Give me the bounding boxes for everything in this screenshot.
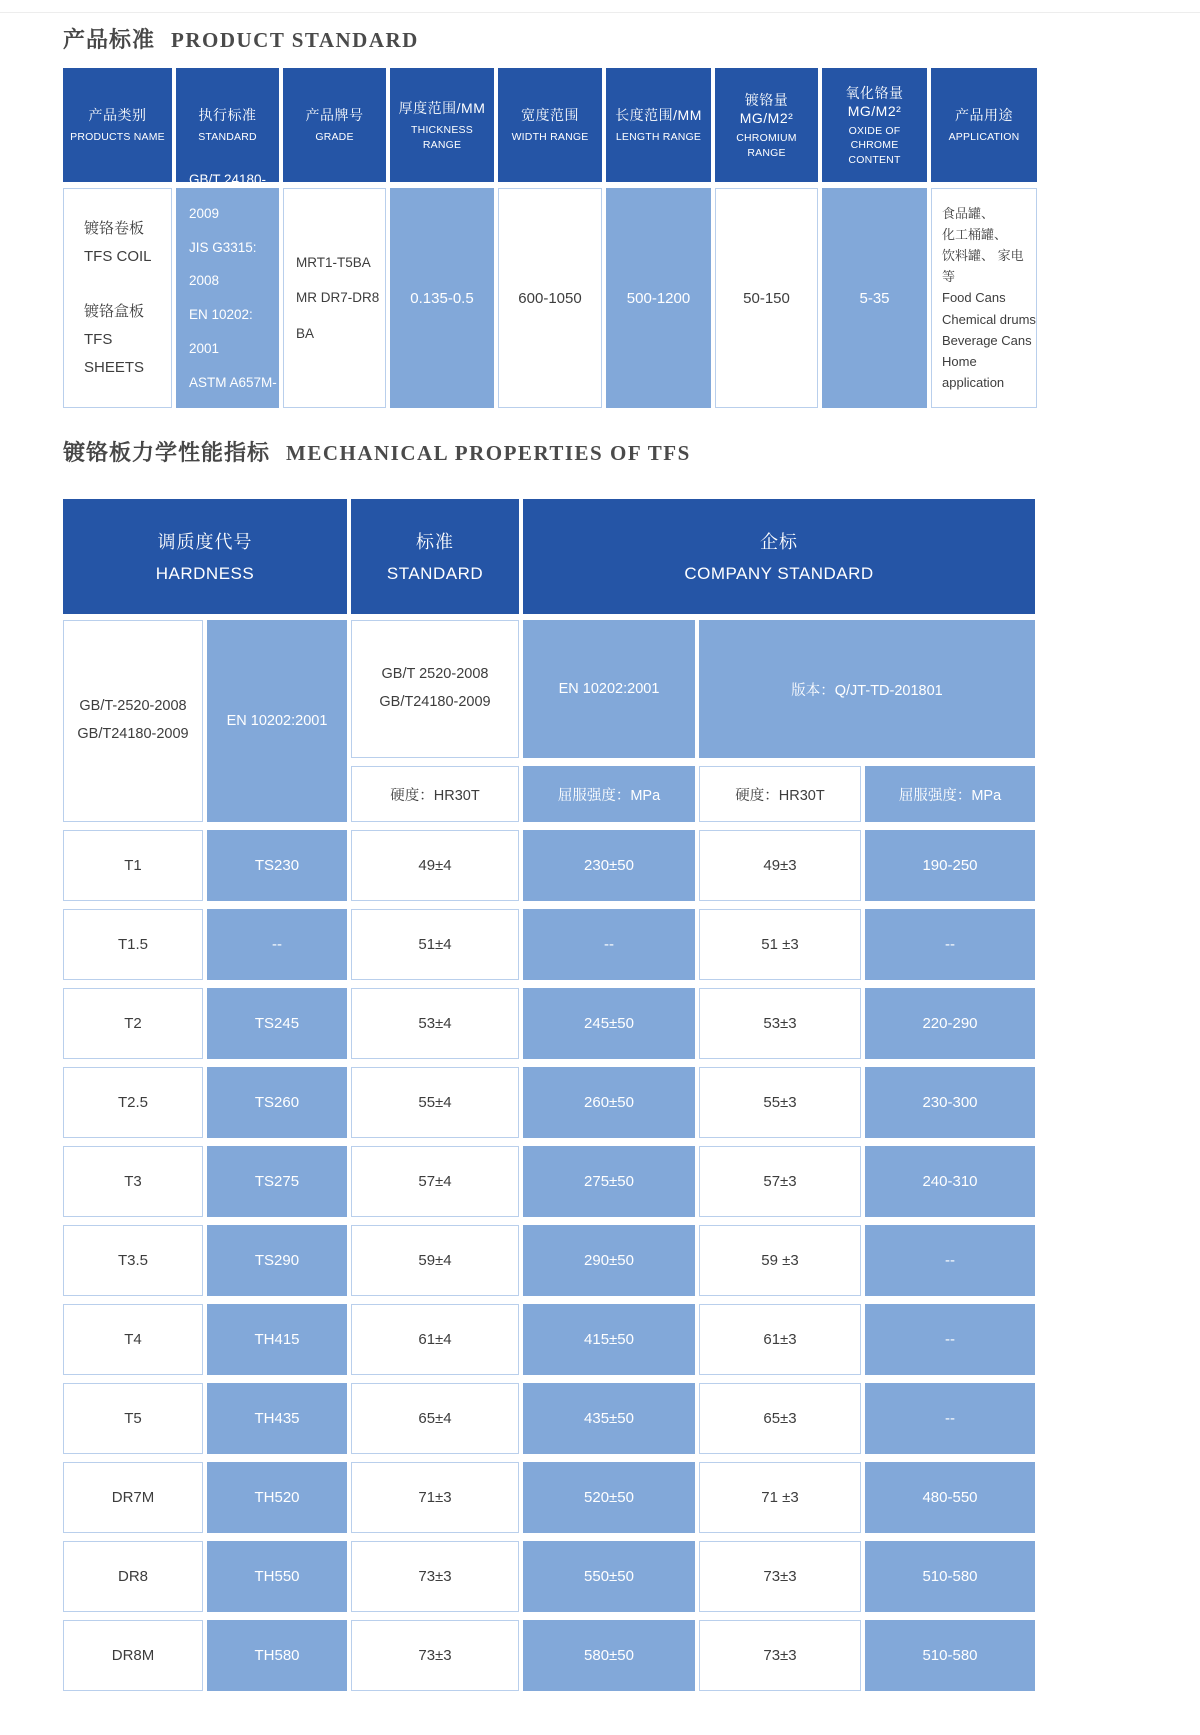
table-cell: 65±3 [699, 1383, 861, 1454]
table-cell: 190-250 [865, 830, 1035, 901]
table-cell: 520±50 [523, 1462, 695, 1533]
header-zh: 氧化铬量MG/M2² [845, 85, 904, 120]
header-zh: 企标 [760, 531, 798, 552]
header-en: APPLICATION [948, 131, 1020, 144]
text-line: ASTM A657M-03 [189, 374, 277, 424]
table-row [63, 1146, 1035, 1217]
header-cell-products-name [63, 68, 172, 182]
table-cell: T5 [63, 1383, 203, 1454]
table-cell: TS275 [207, 1146, 347, 1217]
table-cell: 53±4 [351, 988, 519, 1059]
table-cell: 55±3 [699, 1067, 861, 1138]
mech-table-rows [63, 830, 1035, 1691]
table-cell: 260±50 [523, 1067, 695, 1138]
header-zh: 执行标准 [198, 107, 257, 124]
section-title-en: MECHANICAL PROPERTIES OF TFS [286, 441, 691, 465]
table-cell: 220-290 [865, 988, 1035, 1059]
text-line: Food Cans [942, 290, 1006, 306]
table-cell: 51±4 [351, 909, 519, 980]
text-line: MRT1-T5BA [296, 255, 371, 271]
section-title-zh: 镀铬板力学性能指标 [63, 440, 271, 465]
table-row [63, 909, 1035, 980]
text-line: GB/T-2520-2008 [79, 698, 187, 715]
text-line: 化工桶罐、 [942, 227, 1008, 243]
group-header-hardness [63, 499, 347, 614]
header-en: GRADE [315, 131, 354, 144]
text-line: TFS SHEETS [84, 330, 145, 376]
header-zh: 镀铬量MG/M2² [739, 92, 794, 127]
table-cell: 51 ±3 [699, 909, 861, 980]
table-cell: 53±3 [699, 988, 861, 1059]
table-row [63, 1383, 1035, 1454]
table-cell: T4 [63, 1304, 203, 1375]
subheader-yield-label-en: 屈服强度：MPa [523, 766, 695, 822]
header-en: PRODUCTS NAME [70, 131, 165, 144]
table-cell: TS290 [207, 1225, 347, 1296]
header-zh: 长度范围/MM [615, 107, 702, 124]
table-cell: 57±3 [699, 1146, 861, 1217]
header-en: STANDARD [386, 563, 484, 583]
cell-grade [283, 188, 386, 408]
header-en: LENGTH RANGE [615, 131, 702, 144]
cell-oxide-of-chrome: 5-35 [822, 188, 927, 408]
subheader-yield-label-company: 屈服强度：MPa [865, 766, 1035, 822]
table-cell: T3 [63, 1146, 203, 1217]
table-cell: -- [865, 909, 1035, 980]
header-cell-width-range [498, 68, 602, 182]
header-zh: 产品牌号 [305, 107, 364, 124]
cell-length-range: 500-1200 [606, 188, 711, 408]
header-cell-length-range [606, 68, 711, 182]
section-title-mechanical-properties [63, 436, 1100, 467]
table-cell: TS230 [207, 830, 347, 901]
table-cell: 57±4 [351, 1146, 519, 1217]
table-cell: TH435 [207, 1383, 347, 1454]
header-en: HARDNESS [155, 563, 255, 583]
table-cell: 73±3 [351, 1541, 519, 1612]
table-cell: 230±50 [523, 830, 695, 901]
table-cell: 59 ±3 [699, 1225, 861, 1296]
table-cell: TH415 [207, 1304, 347, 1375]
section-title-zh: 产品标准 [63, 27, 156, 52]
page-content [0, 23, 1100, 1691]
header-zh: 宽度范围 [521, 107, 579, 124]
cell-products-name [63, 188, 172, 408]
table-cell: 65±4 [351, 1383, 519, 1454]
top-divider [0, 12, 1200, 13]
header-en: STANDARD [198, 131, 257, 144]
cell-thickness-range: 0.135-0.5 [390, 188, 494, 408]
table-cell: 240-310 [865, 1146, 1035, 1217]
table-cell: T2 [63, 988, 203, 1059]
text-line: Beverage Cans [942, 332, 1032, 348]
text-line: EN 10202: 2001 [189, 307, 253, 356]
table-cell: 480-550 [865, 1462, 1035, 1533]
table-cell: T2.5 [63, 1067, 203, 1138]
table-cell: 510-580 [865, 1620, 1035, 1691]
product-standard-table [63, 68, 1037, 424]
table-row [63, 988, 1035, 1059]
text-line [84, 270, 171, 298]
table-cell: 275±50 [523, 1146, 695, 1217]
header-en: OXIDE OF CHROME CONTENT [848, 125, 901, 166]
table-cell: 49±3 [699, 830, 861, 901]
subheader-standard-en: EN 10202:2001 [523, 620, 695, 758]
table-cell: T3.5 [63, 1225, 203, 1296]
header-en: COMPANY STANDARD [684, 563, 874, 583]
table-cell: 230-300 [865, 1067, 1035, 1138]
section-title-en: PRODUCT STANDARD [171, 28, 419, 52]
table-cell: TS260 [207, 1067, 347, 1138]
table-cell: 510-580 [865, 1541, 1035, 1612]
subheader-company-version: 版本：Q/JT-TD-201801 [699, 620, 1035, 758]
section-title-product-standard [63, 23, 1100, 54]
table-cell: 245±50 [523, 988, 695, 1059]
table-cell: 59±4 [351, 1225, 519, 1296]
table-cell: TH580 [207, 1620, 347, 1691]
table-cell: TH550 [207, 1541, 347, 1612]
table-row [63, 1620, 1035, 1691]
table-cell: 49±4 [351, 830, 519, 901]
subheader-hardness-label-standard: 硬度：HR30T [351, 766, 519, 822]
text-line: 饮料罐、 家电等 [942, 248, 1024, 285]
text-line: GB/T 2520-2008 [381, 666, 489, 683]
table-cell: 73±3 [351, 1620, 519, 1691]
text-line: 镀铬卷板 [84, 219, 145, 237]
header-en: WIDTH RANGE [511, 131, 589, 144]
table-cell: T1.5 [63, 909, 203, 980]
header-zh: 产品类别 [88, 107, 147, 124]
table-cell: -- [865, 1225, 1035, 1296]
table-cell: 61±3 [699, 1304, 861, 1375]
table-cell: 580±50 [523, 1620, 695, 1691]
cell-standard [176, 172, 279, 424]
table-cell: -- [865, 1383, 1035, 1454]
table-cell: DR8 [63, 1541, 203, 1612]
table-cell: TH520 [207, 1462, 347, 1533]
cell-width-range: 600-1050 [498, 188, 602, 408]
header-zh: 标准 [416, 531, 454, 552]
text-line: Chemical drums [942, 311, 1036, 327]
table-cell: 73±3 [699, 1620, 861, 1691]
table-cell: 435±50 [523, 1383, 695, 1454]
table-row [63, 830, 1035, 901]
table-cell: 550±50 [523, 1541, 695, 1612]
cell-application [931, 188, 1037, 408]
header-en: CHROMIUM RANGE [736, 132, 797, 159]
table-cell: 415±50 [523, 1304, 695, 1375]
header-cell-application [931, 68, 1037, 182]
text-line: GB/T24180-2009 [379, 694, 491, 710]
subheader-hardness-label-company: 硬度：HR30T [699, 766, 861, 822]
table-row [63, 1541, 1035, 1612]
subheader-standard-gb [351, 620, 519, 758]
text-line: GB/T 24180-2009 [189, 172, 267, 221]
table-cell: -- [523, 909, 695, 980]
table-cell: DR7M [63, 1462, 203, 1533]
header-cell-chromium-range [715, 68, 818, 182]
text-line: MR DR7-DR8 BA [296, 290, 380, 341]
table-cell: -- [207, 909, 347, 980]
table-cell: -- [865, 1304, 1035, 1375]
header-en: THICKNESS RANGE [411, 124, 473, 151]
header-cell-oxide-of-chrome [822, 68, 927, 182]
table-cell: 71±3 [351, 1462, 519, 1533]
group-header-company-standard [523, 499, 1035, 614]
subheader-hardness-code-gb [63, 620, 203, 822]
table-cell: 55±4 [351, 1067, 519, 1138]
text-line: GB/T24180-2009 [77, 726, 189, 742]
mech-table-subheader [63, 620, 1035, 822]
table-cell: T1 [63, 830, 203, 901]
text-line: Home application [942, 353, 1005, 390]
text-line: 食品罐、 [942, 206, 995, 222]
table-cell: 61±4 [351, 1304, 519, 1375]
cell-chromium-range: 50-150 [715, 188, 818, 408]
header-cell-thickness-range [390, 68, 494, 182]
table-cell: 73±3 [699, 1541, 861, 1612]
table-row [63, 1462, 1035, 1533]
header-zh: 厚度范围/MM [398, 100, 486, 117]
table-row [63, 1225, 1035, 1296]
text-line: TFS COIL [84, 247, 152, 265]
table-row [63, 1067, 1035, 1138]
mech-table-group-header [63, 499, 1035, 614]
subheader-hardness-code-en: EN 10202:2001 [207, 620, 347, 822]
text-line: JIS G3315: 2008 [189, 239, 257, 289]
header-zh: 产品用途 [955, 107, 1013, 124]
text-line: 镀铬盒板 [84, 303, 145, 320]
header-zh: 调质度代号 [157, 531, 253, 552]
header-cell-grade [283, 68, 386, 182]
table-cell: TS245 [207, 988, 347, 1059]
table-cell: DR8M [63, 1620, 203, 1691]
table-cell: 71 ±3 [699, 1462, 861, 1533]
table-row [63, 1304, 1035, 1375]
group-header-standard [351, 499, 519, 614]
table-cell: 290±50 [523, 1225, 695, 1296]
